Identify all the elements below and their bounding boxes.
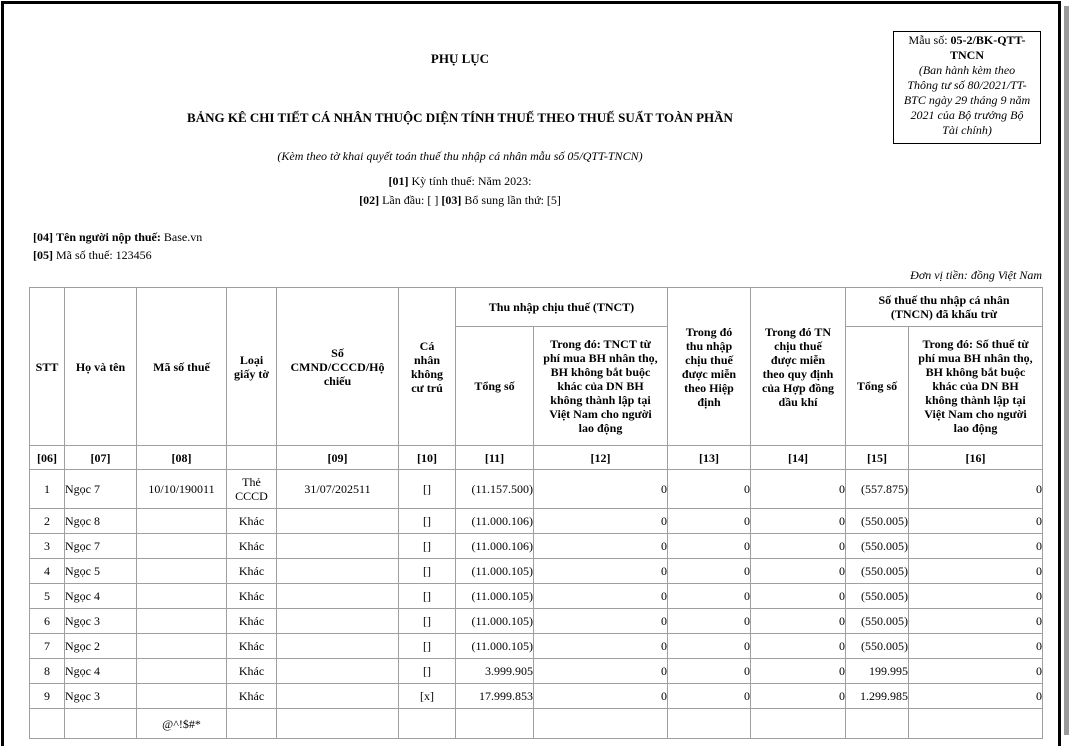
code-13: [13]: [668, 446, 751, 470]
tax-period-label: Kỳ tính thuế:: [411, 174, 475, 188]
cell-income-total: (11.000.105): [456, 584, 534, 609]
code-14: [14]: [751, 446, 846, 470]
cell-doc-type: [227, 709, 277, 739]
cell-doc-type: Khác: [227, 534, 277, 559]
form-note-line: Thông tư số 80/2021/TT-: [907, 78, 1027, 92]
cell-doc-type: Khác: [227, 684, 277, 709]
cell-name: Ngọc 3: [65, 609, 137, 634]
cell-stt: 9: [30, 684, 65, 709]
page-shadow: [1064, 6, 1069, 735]
cell-income-insurance: 0: [534, 584, 668, 609]
code-09: [09]: [277, 446, 399, 470]
cell-exempt-oil: 0: [751, 659, 846, 684]
cell-tax-code: [137, 684, 227, 709]
header-tax-code: Mã số thuế: [137, 288, 227, 446]
cell-withheld-insurance: 0: [909, 559, 1043, 584]
cell-income-insurance: 0: [534, 534, 668, 559]
cell-exempt-oil: 0: [751, 509, 846, 534]
cell-exempt-oil: 0: [751, 684, 846, 709]
cell-withheld-insurance: 0: [909, 534, 1043, 559]
cell-id-number: [277, 584, 399, 609]
code-07: [07]: [65, 446, 137, 470]
cell-doc-type: Thẻ CCCD: [227, 470, 277, 509]
supplement-label: Bổ sung lần thứ:: [464, 193, 544, 207]
cell-withheld-total: (557.875): [846, 470, 909, 509]
cell-id-number: [277, 609, 399, 634]
header-exempt-agreement: Trong đó thu nhập chịu thuế được miễn theo Hiệp định: [668, 288, 751, 446]
cell-withheld-insurance: 0: [909, 584, 1043, 609]
cell-exempt-oil: 0: [751, 534, 846, 559]
header-non-resident: Cá nhân không cư trú: [399, 288, 456, 446]
cell-doc-type: Khác: [227, 509, 277, 534]
form-label: Mẫu số:: [908, 33, 948, 47]
cell-income-total: (11.157.500): [456, 470, 534, 509]
form-number-box: [893, 31, 1041, 144]
cell-withheld-total: 1.299.985: [846, 684, 909, 709]
form-note-line: BTC ngày 29 tháng 9 năm: [903, 93, 1031, 107]
cell-exempt-agreement: 0: [668, 634, 751, 659]
cell-exempt-agreement: [668, 709, 751, 739]
cell-income-total: (11.000.106): [456, 534, 534, 559]
cell-income-insurance: 0: [534, 509, 668, 534]
table-row: [30, 509, 1043, 534]
code-10: [10]: [399, 446, 456, 470]
cell-income-total: [456, 709, 534, 739]
cell-withheld-insurance: 0: [909, 684, 1043, 709]
cell-doc-type: Khác: [227, 659, 277, 684]
cell-stt: [30, 709, 65, 739]
form-code-cont: TNCN: [949, 48, 984, 62]
cell-stt: 8: [30, 659, 65, 684]
cell-non-resident: []: [399, 534, 456, 559]
cell-name: Ngọc 5: [65, 559, 137, 584]
header-id-number: Số CMND/CCCD/Hộ chiếu: [277, 288, 399, 446]
header-income-total: Tổng số: [456, 327, 534, 446]
table-row: [30, 634, 1043, 659]
code-08: [08]: [137, 446, 227, 470]
cell-exempt-agreement: 0: [668, 659, 751, 684]
form-note-line: Tài chính): [942, 123, 992, 137]
tax-period-line: [300, 174, 620, 189]
cell-exempt-oil: 0: [751, 609, 846, 634]
cell-withheld-total: (550.005): [846, 534, 909, 559]
cell-stt: 4: [30, 559, 65, 584]
taxpayer-tin-line: [33, 248, 152, 263]
cell-withheld-total: (550.005): [846, 584, 909, 609]
table-row: [30, 609, 1043, 634]
code-16: [16]: [909, 446, 1043, 470]
supplement-code: [03]: [441, 193, 462, 207]
cell-withheld-total: [846, 709, 909, 739]
cell-withheld-insurance: 0: [909, 634, 1043, 659]
cell-income-insurance: 0: [534, 684, 668, 709]
cell-stt: 3: [30, 534, 65, 559]
table-row: [30, 659, 1043, 684]
cell-income-total: 17.999.853: [456, 684, 534, 709]
taxpayer-name-label: Tên người nộp thuế:: [56, 230, 161, 244]
cell-tax-code: [137, 534, 227, 559]
header-stt: STT: [30, 288, 65, 446]
cell-withheld-insurance: 0: [909, 509, 1043, 534]
cell-doc-type: Khác: [227, 584, 277, 609]
code-12: [12]: [534, 446, 668, 470]
cell-exempt-agreement: 0: [668, 684, 751, 709]
cell-exempt-agreement: 0: [668, 584, 751, 609]
cell-income-total: (11.000.106): [456, 509, 534, 534]
form-code: 05-2/BK-QTT-: [950, 33, 1026, 47]
taxpayer-tin-code: [05]: [33, 248, 53, 262]
cell-withheld-insurance: 0: [909, 470, 1043, 509]
cell-tax-code: [137, 559, 227, 584]
cell-id-number: [277, 659, 399, 684]
cell-income-total: (11.000.105): [456, 634, 534, 659]
taxpayer-tin-label: Mã số thuế:: [56, 248, 113, 262]
cell-stt: 5: [30, 584, 65, 609]
cell-exempt-oil: 0: [751, 559, 846, 584]
code-blank: [227, 446, 277, 470]
attachment-note: (Kèm theo tờ khai quyết toán thuế thu nhập cá nhân mẫu số 05/QTT-TNCN): [277, 149, 643, 163]
cell-id-number: [277, 509, 399, 534]
cell-income-total: (11.000.105): [456, 609, 534, 634]
cell-withheld-insurance: [909, 709, 1043, 739]
cell-name: Ngọc 4: [65, 659, 137, 684]
first-filing-label: Lần đầu:: [382, 193, 425, 207]
cell-name: Ngọc 7: [65, 534, 137, 559]
cell-name: Ngọc 2: [65, 634, 137, 659]
table-row: [30, 684, 1043, 709]
cell-stt: 6: [30, 609, 65, 634]
cell-doc-type: Khác: [227, 609, 277, 634]
cell-income-total: 3.999.905: [456, 659, 534, 684]
cell-exempt-oil: [751, 709, 846, 739]
cell-withheld-insurance: 0: [909, 659, 1043, 684]
currency-unit: Đơn vị tiền: đồng Việt Nam: [910, 268, 1042, 282]
cell-non-resident: []: [399, 659, 456, 684]
cell-non-resident: []: [399, 509, 456, 534]
income-table: [29, 287, 1043, 739]
cell-exempt-oil: 0: [751, 584, 846, 609]
cell-income-insurance: [534, 709, 668, 739]
document-title: PHỤ LỤC: [430, 51, 490, 66]
cell-stt: 1: [30, 470, 65, 509]
document-subtitle: BẢNG KÊ CHI TIẾT CÁ NHÂN THUỘC DIỆN TÍNH THUẾ THEO THUẾ SUẤT TOÀN PHẦN: [187, 110, 733, 125]
cell-tax-code: [137, 659, 227, 684]
cell-exempt-agreement: 0: [668, 534, 751, 559]
cell-withheld-total: (550.005): [846, 559, 909, 584]
cell-income-insurance: 0: [534, 609, 668, 634]
cell-doc-type: Khác: [227, 634, 277, 659]
cell-income-insurance: 0: [534, 634, 668, 659]
taxpayer-name: Base.vn: [163, 230, 203, 244]
cell-name: Ngọc 3: [65, 684, 137, 709]
cell-withheld-total: 199.995: [846, 659, 909, 684]
cell-name: Ngọc 7: [65, 470, 137, 509]
cell-id-number: [277, 559, 399, 584]
cell-doc-type: Khác: [227, 559, 277, 584]
cell-tax-code: [137, 609, 227, 634]
table-row: [30, 470, 1043, 509]
form-note-line: 2021 của Bộ trưởng Bộ: [910, 108, 1024, 122]
taxpayer-name-line: [33, 230, 202, 245]
cell-id-number: [277, 709, 399, 739]
header-withheld-total: Tổng số: [846, 327, 909, 446]
table-row-partial: [30, 709, 1043, 739]
cell-non-resident: [399, 709, 456, 739]
cell-tax-code: [137, 509, 227, 534]
taxpayer-tin: 123456: [115, 248, 152, 262]
supplement-value: [5]: [546, 193, 561, 207]
cell-non-resident: []: [399, 609, 456, 634]
tax-period-code: [01]: [388, 174, 409, 188]
cell-withheld-total: (550.005): [846, 634, 909, 659]
cell-exempt-oil: 0: [751, 470, 846, 509]
header-withheld-tax: Số thuế thu nhập cá nhân (TNCN) đã khấu trừ: [846, 288, 1043, 327]
table-row: [30, 559, 1043, 584]
cell-income-total: (11.000.105): [456, 559, 534, 584]
table-row: [30, 534, 1043, 559]
header-doc-type: Loại giấy tờ: [227, 288, 277, 446]
cell-withheld-insurance: 0: [909, 609, 1043, 634]
cell-stt: 7: [30, 634, 65, 659]
filing-type-line: [250, 193, 670, 208]
cell-id-number: [277, 534, 399, 559]
header-income-insurance: Trong đó: TNCT từ phí mua BH nhân thọ, BH không bắt buộc khác của DN BH không thành lập tại Việt Nam cho người lao động: [534, 327, 668, 446]
code-15: [15]: [846, 446, 909, 470]
table-row: [30, 584, 1043, 609]
cell-id-number: [277, 684, 399, 709]
cell-id-number: 31/07/202511: [277, 470, 399, 509]
tax-period-value: Năm 2023:: [477, 174, 532, 188]
cell-income-insurance: 0: [534, 659, 668, 684]
code-11: [11]: [456, 446, 534, 470]
form-note-line: (Ban hành kèm theo: [918, 63, 1016, 77]
cell-exempt-agreement: 0: [668, 609, 751, 634]
cell-non-resident: []: [399, 470, 456, 509]
cell-name: Ngọc 4: [65, 584, 137, 609]
cell-exempt-oil: 0: [751, 634, 846, 659]
cell-tax-code: 10/10/190011: [137, 470, 227, 509]
cell-non-resident: [x]: [399, 684, 456, 709]
cell-exempt-agreement: 0: [668, 470, 751, 509]
header-name: Họ và tên: [65, 288, 137, 446]
cell-stt: 2: [30, 509, 65, 534]
cell-withheld-total: (550.005): [846, 509, 909, 534]
cell-tax-code: [137, 634, 227, 659]
cell-tax-code: [137, 584, 227, 609]
first-filing-checkbox: [ ]: [427, 193, 439, 207]
header-withheld-insurance: Trong đó: Số thuế từ phí mua BH nhân thọ, BH không bắt buộc khác của DN BH không thành lập tại Việt Nam cho người lao động: [909, 327, 1043, 446]
cell-exempt-agreement: 0: [668, 509, 751, 534]
cell-income-insurance: 0: [534, 470, 668, 509]
cell-tax-code: @^!$#*: [137, 709, 227, 739]
cell-id-number: [277, 634, 399, 659]
first-filing-code: [02]: [359, 193, 380, 207]
header-taxable-income: Thu nhập chịu thuế (TNCT): [456, 288, 668, 327]
cell-exempt-agreement: 0: [668, 559, 751, 584]
cell-name: Ngọc 8: [65, 509, 137, 534]
taxpayer-name-code: [04]: [33, 230, 53, 244]
cell-income-insurance: 0: [534, 559, 668, 584]
code-06: [06]: [30, 446, 65, 470]
cell-non-resident: []: [399, 559, 456, 584]
header-exempt-oil: Trong đó TN chịu thuế được miễn theo quy định của Hợp đồng dầu khí: [751, 288, 846, 446]
cell-non-resident: []: [399, 584, 456, 609]
cell-non-resident: []: [399, 634, 456, 659]
cell-withheld-total: (550.005): [846, 609, 909, 634]
cell-name: [65, 709, 137, 739]
